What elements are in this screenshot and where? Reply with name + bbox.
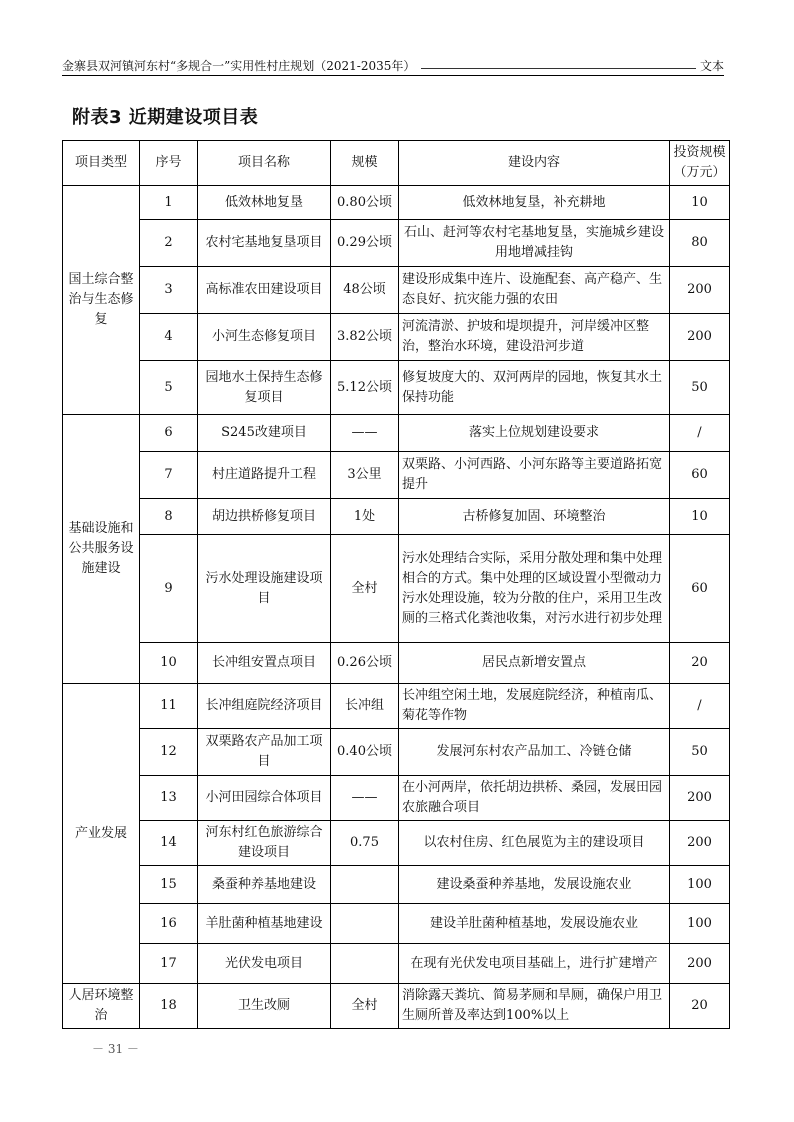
content-cell: 建设形成集中连片、设施配套、高产稳产、生态良好、抗灾能力强的农田 <box>399 267 670 314</box>
name-cell: 园地水土保持生态修复项目 <box>198 361 331 415</box>
no-cell: 3 <box>140 267 198 314</box>
no-cell: 10 <box>140 643 198 684</box>
invest-cell: 100 <box>670 866 730 904</box>
name-cell: 桑蚕种养基地建设 <box>198 866 331 904</box>
name-cell: 低效林地复垦 <box>198 186 331 220</box>
type-cell: 基础设施和公共服务设施建设 <box>63 415 140 684</box>
table-row <box>63 499 730 535</box>
col-header-no: 序号 <box>140 141 198 186</box>
scale-cell: 0.29公顷 <box>331 220 399 267</box>
scale-cell <box>331 866 399 904</box>
no-cell: 14 <box>140 821 198 866</box>
table-row <box>63 535 730 643</box>
invest-cell: 10 <box>670 186 730 220</box>
name-cell: 农村宅基地复垦项目 <box>198 220 331 267</box>
invest-cell: 100 <box>670 904 730 944</box>
invest-cell: / <box>670 684 730 729</box>
scale-cell: 5.12公顷 <box>331 361 399 415</box>
scale-cell: 3.82公顷 <box>331 314 399 361</box>
invest-cell: 200 <box>670 776 730 821</box>
no-cell: 18 <box>140 984 198 1029</box>
name-cell: 河东村红色旅游综合建设项目 <box>198 821 331 866</box>
invest-cell: 50 <box>670 361 730 415</box>
no-cell: 8 <box>140 499 198 535</box>
col-header-name: 项目名称 <box>198 141 331 186</box>
name-cell: 污水处理设施建设项目 <box>198 535 331 643</box>
scale-cell <box>331 904 399 944</box>
content-cell: 以农村住房、红色展览为主的建设项目 <box>399 821 670 866</box>
scale-cell: 0.75 <box>331 821 399 866</box>
content-cell: 消除露天粪坑、简易茅厕和旱厕，确保户用卫生厕所普及率达到100%以上 <box>399 984 670 1029</box>
scale-cell: 全村 <box>331 535 399 643</box>
content-cell: 建设羊肚菌种植基地，发展设施农业 <box>399 904 670 944</box>
page-number: － 31 － <box>92 1042 139 1056</box>
name-cell: 长冲组庭院经济项目 <box>198 684 331 729</box>
col-header-content: 建设内容 <box>399 141 670 186</box>
no-cell: 12 <box>140 729 198 776</box>
type-cell: 国土综合整治与生态修复 <box>63 186 140 415</box>
scale-cell: —— <box>331 776 399 821</box>
col-header-invest: 投资规模（万元） <box>670 141 730 186</box>
type-cell: 产业发展 <box>63 684 140 984</box>
invest-cell: 50 <box>670 729 730 776</box>
content-cell: 在小河两岸，依托胡边拱桥、桑园，发展田园农旅融合项目 <box>399 776 670 821</box>
content-cell: 低效林地复垦，补充耕地 <box>399 186 670 220</box>
invest-cell: 200 <box>670 944 730 984</box>
content-cell: 落实上位规划建设要求 <box>399 415 670 452</box>
no-cell: 5 <box>140 361 198 415</box>
table-row <box>63 776 730 821</box>
table-row <box>63 643 730 684</box>
no-cell: 15 <box>140 866 198 904</box>
invest-cell: 20 <box>670 643 730 684</box>
table-row <box>63 684 730 729</box>
table-title: 附表3 近期建设项目表 <box>72 107 259 128</box>
scale-cell: 长冲组 <box>331 684 399 729</box>
name-cell: 小河生态修复项目 <box>198 314 331 361</box>
table-row <box>63 415 730 452</box>
scale-cell: 48公顷 <box>331 267 399 314</box>
table-row <box>63 452 730 499</box>
name-cell: 羊肚菌种植基地建设 <box>198 904 331 944</box>
no-cell: 4 <box>140 314 198 361</box>
invest-cell: 200 <box>670 314 730 361</box>
no-cell: 9 <box>140 535 198 643</box>
name-cell: S245改建项目 <box>198 415 331 452</box>
table-row <box>63 361 730 415</box>
document-header <box>62 54 724 74</box>
name-cell: 光伏发电项目 <box>198 944 331 984</box>
invest-cell: 60 <box>670 452 730 499</box>
name-cell: 卫生改厕 <box>198 984 331 1029</box>
table-header-row <box>63 141 730 186</box>
invest-cell: 200 <box>670 821 730 866</box>
content-cell: 长冲组空闲土地，发展庭院经济，种植南瓜、菊花等作物 <box>399 684 670 729</box>
project-table <box>62 140 730 1029</box>
table-row <box>63 821 730 866</box>
no-cell: 7 <box>140 452 198 499</box>
scale-cell <box>331 944 399 984</box>
table-row <box>63 267 730 314</box>
invest-cell: 20 <box>670 984 730 1029</box>
no-cell: 16 <box>140 904 198 944</box>
header-label: 文本 <box>699 59 724 73</box>
table-row <box>63 866 730 904</box>
table-row <box>63 904 730 944</box>
invest-cell: 80 <box>670 220 730 267</box>
content-cell: 双栗路、小河西路、小河东路等主要道路拓宽提升 <box>399 452 670 499</box>
header-title: 金寨县双河镇河东村“多规合一”实用性村庄规划（2021-2035年） <box>62 59 416 73</box>
header-dash-line <box>421 68 696 69</box>
table-row <box>63 220 730 267</box>
type-cell: 人居环境整治 <box>63 984 140 1029</box>
name-cell: 长冲组安置点项目 <box>198 643 331 684</box>
no-cell: 11 <box>140 684 198 729</box>
invest-cell: / <box>670 415 730 452</box>
invest-cell: 200 <box>670 267 730 314</box>
invest-cell: 60 <box>670 535 730 643</box>
content-cell: 污水处理结合实际，采用分散处理和集中处理相合的方式。集中处理的区域设置小型微动力污水处理设施，较为分散的住户，采用卫生改厕的三格式化粪池收集，对污水进行初步处理 <box>399 535 670 643</box>
table-row <box>63 314 730 361</box>
scale-cell: 0.40公顷 <box>331 729 399 776</box>
scale-cell: 全村 <box>331 984 399 1029</box>
col-header-scale: 规模 <box>331 141 399 186</box>
scale-cell: 0.80公顷 <box>331 186 399 220</box>
no-cell: 17 <box>140 944 198 984</box>
name-cell: 村庄道路提升工程 <box>198 452 331 499</box>
no-cell: 1 <box>140 186 198 220</box>
name-cell: 双栗路农产品加工项目 <box>198 729 331 776</box>
name-cell: 小河田园综合体项目 <box>198 776 331 821</box>
no-cell: 6 <box>140 415 198 452</box>
table-row <box>63 186 730 220</box>
name-cell: 高标准农田建设项目 <box>198 267 331 314</box>
content-cell: 建设桑蚕种养基地，发展设施农业 <box>399 866 670 904</box>
content-cell: 修复坡度大的、双河两岸的园地，恢复其水土保持功能 <box>399 361 670 415</box>
table-row <box>63 729 730 776</box>
no-cell: 2 <box>140 220 198 267</box>
content-cell: 古桥修复加固、环境整治 <box>399 499 670 535</box>
header-rule <box>62 75 724 76</box>
scale-cell: —— <box>331 415 399 452</box>
name-cell: 胡边拱桥修复项目 <box>198 499 331 535</box>
invest-cell: 10 <box>670 499 730 535</box>
scale-cell: 3公里 <box>331 452 399 499</box>
content-cell: 河流清淤、护坡和堤坝提升，河岸缓冲区整治，整治水环境，建设沿河步道 <box>399 314 670 361</box>
content-cell: 居民点新增安置点 <box>399 643 670 684</box>
content-cell: 在现有光伏发电项目基础上，进行扩建增产 <box>399 944 670 984</box>
scale-cell: 1处 <box>331 499 399 535</box>
content-cell: 石山、赶河等农村宅基地复垦，实施城乡建设用地增减挂钩 <box>399 220 670 267</box>
content-cell: 发展河东村农产品加工、冷链仓储 <box>399 729 670 776</box>
scale-cell: 0.26公顷 <box>331 643 399 684</box>
table-row <box>63 944 730 984</box>
col-header-type: 项目类型 <box>63 141 140 186</box>
no-cell: 13 <box>140 776 198 821</box>
table-row <box>63 984 730 1029</box>
